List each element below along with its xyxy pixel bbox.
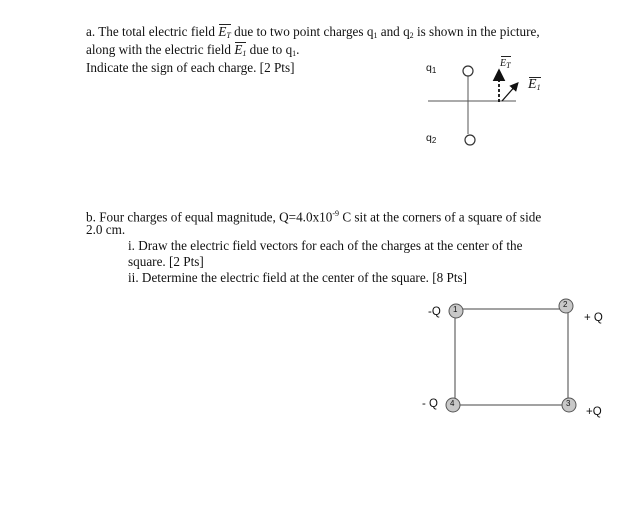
square (455, 309, 568, 405)
item-i-line-2: square. [2 Pts] (128, 254, 204, 269)
part-a-line-3: Indicate the sign of each charge. [2 Pts] (86, 60, 295, 75)
charge-4-number: 4 (450, 399, 455, 408)
item-i-line-1: i. Draw the electric field vectors for each of the charges at the center of the (128, 238, 523, 253)
et-figure-label: $E_T$ (500, 56, 511, 74)
charge-3-number: 3 (566, 399, 571, 408)
part-a-line-2: along with the electric field $E_1$ due to $q_1$. (86, 42, 299, 62)
part-a-line-1: a. The total electric field $E_T$ due to two point charges $q_1$ and $q_2$ is shown in the picture, (86, 24, 540, 44)
e1-symbol: $E_1$ (234, 42, 246, 62)
item-ii: ii. Determine the electric field at the center of the square. [8 Pts] (128, 270, 468, 285)
e1-figure-label: $E_1$ (528, 77, 541, 96)
charge-2-number: 2 (563, 300, 568, 309)
charge-2-label: + Q (584, 312, 603, 324)
charge-3-label: +Q (586, 406, 602, 418)
charge-1-label: -Q (428, 306, 441, 318)
charge-4-label: - Q (422, 398, 438, 410)
q2-label: $q_2$ (426, 132, 437, 145)
q1-label: $q_1$ (426, 62, 437, 75)
part-b-line-2: 2.0 cm. (86, 222, 126, 237)
charge-1-number: 1 (453, 305, 458, 314)
part-b-line-1: b. Four charges of equal magnitude, $Q=4.0x10^{-9}$ C sit at the corners of a square of side (86, 209, 542, 225)
et-symbol: $E_T$ (218, 24, 231, 44)
